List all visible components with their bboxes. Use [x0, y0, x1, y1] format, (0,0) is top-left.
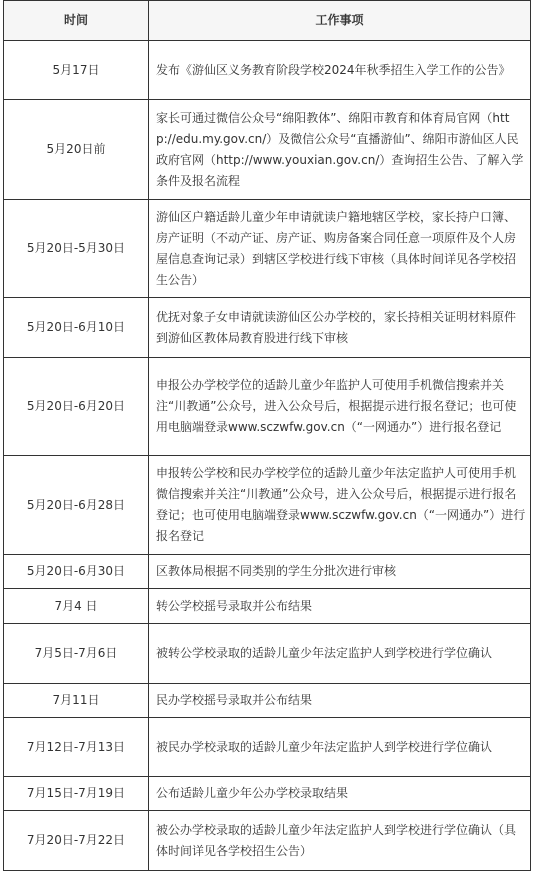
- date-cell: 5月20日-6月20日: [4, 358, 149, 456]
- column-header-item: 工作事项: [149, 1, 531, 41]
- table-row: [4, 100, 531, 200]
- item-cell: 民办学校摇号录取并公布结果: [149, 684, 531, 718]
- date-cell: 5月17日: [4, 41, 149, 100]
- table-row: [4, 811, 531, 871]
- item-cell: 被民办学校录取的适龄儿童少年法定监护人到学校进行学位确认: [149, 718, 531, 777]
- item-cell: 被转公学校录取的适龄儿童少年法定监护人到学校进行学位确认: [149, 624, 531, 684]
- item-cell: 发布《游仙区义务教育阶段学校2024年秋季招生入学工作的公告》: [149, 41, 531, 100]
- table-row: [4, 684, 531, 718]
- table-row: [4, 200, 531, 298]
- item-cell: 家长可通过微信公众号“绵阳教体”、绵阳市教育和体育局官网（http://edu.my.gov.cn/）及微信公众号“直播游仙”、绵阳市游仙区人民政府官网（http://www.youxian.gov.cn/）查询招生公告、了解入学条件及报名流程: [149, 100, 531, 200]
- enrollment-schedule-table: [3, 0, 531, 871]
- date-cell: 7月11日: [4, 684, 149, 718]
- table-row: [4, 456, 531, 555]
- date-cell: 5月20日-5月30日: [4, 200, 149, 298]
- item-cell: 被公办学校录取的适龄儿童少年法定监护人到学校进行学位确认（具体时间详见各学校招生公告）: [149, 811, 531, 871]
- table-row: [4, 41, 531, 100]
- item-cell: 公布适龄儿童少年公办学校录取结果: [149, 777, 531, 811]
- item-cell: 游仙区户籍适龄儿童少年申请就读户籍地辖区学校，家长持户口簿、房产证明（不动产证、房产证、购房备案合同任意一项原件及个人房屋信息查询记录）到辖区学校进行线下审核（具体时间详见各学校招生公告）: [149, 200, 531, 298]
- column-header-date: 时间: [4, 1, 149, 41]
- table-row: [4, 777, 531, 811]
- item-cell: 申报公办学校学位的适龄儿童少年监护人可使用手机微信搜索并关注“川教通”公众号，进入公众号后，根据提示进行报名登记；也可使用电脑端登录www.sczwfw.gov.cn（“一网通办”）进行报名登记: [149, 358, 531, 456]
- date-cell: 7月15日-7月19日: [4, 777, 149, 811]
- table-header-row: [4, 1, 531, 41]
- date-cell: 5月20日-6月28日: [4, 456, 149, 555]
- date-cell: 7月5日-7月6日: [4, 624, 149, 684]
- date-cell: 7月12日-7月13日: [4, 718, 149, 777]
- date-cell: 7月20日-7月22日: [4, 811, 149, 871]
- item-cell: 区教体局根据不同类别的学生分批次进行审核: [149, 555, 531, 589]
- item-cell: 优抚对象子女申请就读游仙区公办学校的，家长持相关证明材料原件到游仙区教体局教育股进行线下审核: [149, 298, 531, 358]
- date-cell: 5月20日-6月30日: [4, 555, 149, 589]
- item-cell: 转公学校摇号录取并公布结果: [149, 589, 531, 624]
- table-row: [4, 358, 531, 456]
- date-cell: 5月20日-6月10日: [4, 298, 149, 358]
- table-row: [4, 298, 531, 358]
- item-cell: 申报转公学校和民办学校学位的适龄儿童少年法定监护人可使用手机微信搜索并关注“川教通”公众号，进入公众号后，根据提示进行报名登记；也可使用电脑端登录www.sczwfw.gov.cn（“一网通办”）进行报名登记: [149, 456, 531, 555]
- date-cell: 5月20日前: [4, 100, 149, 200]
- table-row: [4, 624, 531, 684]
- table-row: [4, 718, 531, 777]
- table-row: [4, 555, 531, 589]
- date-cell: 7月4 日: [4, 589, 149, 624]
- table-row: [4, 589, 531, 624]
